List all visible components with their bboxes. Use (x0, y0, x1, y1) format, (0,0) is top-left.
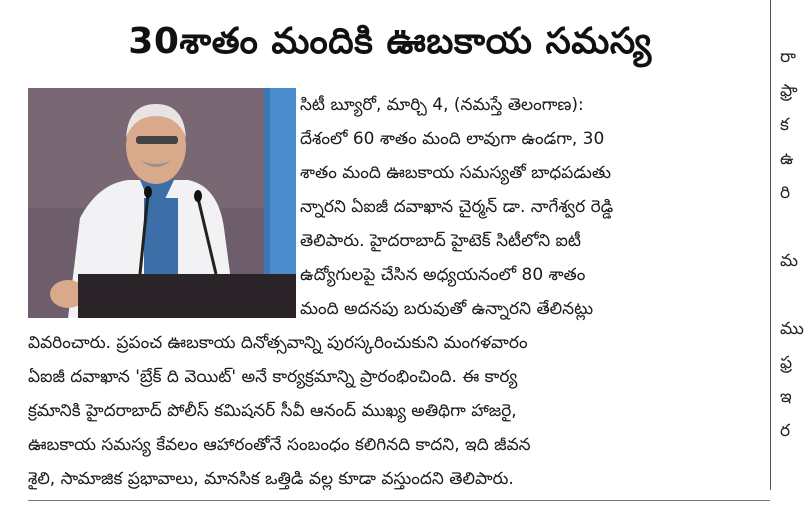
clipped-char: రి (780, 183, 791, 203)
bottom-divider (28, 500, 770, 501)
clipped-char: ఫ్రా (780, 81, 798, 101)
speaker-photo (28, 88, 296, 318)
body-line: తెలిపారు. హైదరాబాద్ హైటెక్ సిటీలోని ఐటీ (300, 231, 582, 251)
article-body-wrapped (300, 122, 740, 326)
body-line: ఉద్యోగులపై చేసిన అధ్యయనంలో 80 శాతం (300, 265, 586, 285)
clipped-char (780, 210, 800, 244)
clipped-char: ర (780, 421, 791, 441)
clipped-char: ఇ (780, 387, 792, 407)
article-headline: 30శాతం మందికి ఊబకాయ సమస్య (128, 21, 652, 62)
clipped-previous-article-edge (0, 0, 800, 6)
clipped-char: ము (780, 319, 804, 339)
body-line: శాతం మంది ఊబకాయ సమస్యతో బాధపడుతు (300, 163, 611, 183)
article-body-full (28, 326, 740, 496)
speaker-illustration (28, 88, 296, 318)
clipped-char: క (780, 115, 789, 135)
body-line: దేశంలో 60 శాతం మంది లావుగా ఉండగా, 30 (300, 129, 605, 149)
body-line: న్నారని ఏఐజీ దవాఖాన చైర్మన్ డా. నాగేశ్వర రెడ్డి (300, 197, 614, 217)
adjacent-column-clipped (780, 40, 804, 490)
body-line: మంది అదనపు బరువుతో ఉన్నారని తేలినట్లు (300, 299, 594, 319)
body-line: శైలి, సామాజిక ప్రభావాలు, మానసిక ఒత్తిడి వల్ల కూడా వస్తుందని తెలిపారు. (28, 469, 514, 489)
body-line: వివరించారు. ప్రపంచ ఊబకాయ దినోత్సవాన్ని పురస్కరించుకుని మంగళవారం (28, 333, 528, 353)
clipped-char (780, 278, 800, 312)
clipped-char: ఉ (780, 149, 794, 169)
column-divider (770, 0, 771, 490)
dateline: సిటీ బ్యూరో, మార్చి 4, (నమస్తే తెలంగాణ): (300, 95, 584, 115)
clipped-char: రా (780, 47, 796, 67)
body-line: ఏఐజీ దవాఖాన 'బ్రేక్ ది వెయిట్' అనే కార్యక్రమాన్ని ప్రారంభించింది. ఈ కార్య (28, 367, 518, 387)
clipped-char: ఫ్ర (780, 353, 793, 373)
body-line: క్రమానికి హైదరాబాద్ పోలీస్ కమిషనర్ సీవీ ఆనంద్ ముఖ్య అతిథిగా హాజరై, (28, 401, 517, 421)
clipped-char: మ (780, 251, 798, 271)
body-line: ఊబకాయ సమస్య కేవలం ఆహారంతోనే సంబంధం కలిగినది కాదని, ఇది జీవన (28, 435, 531, 455)
